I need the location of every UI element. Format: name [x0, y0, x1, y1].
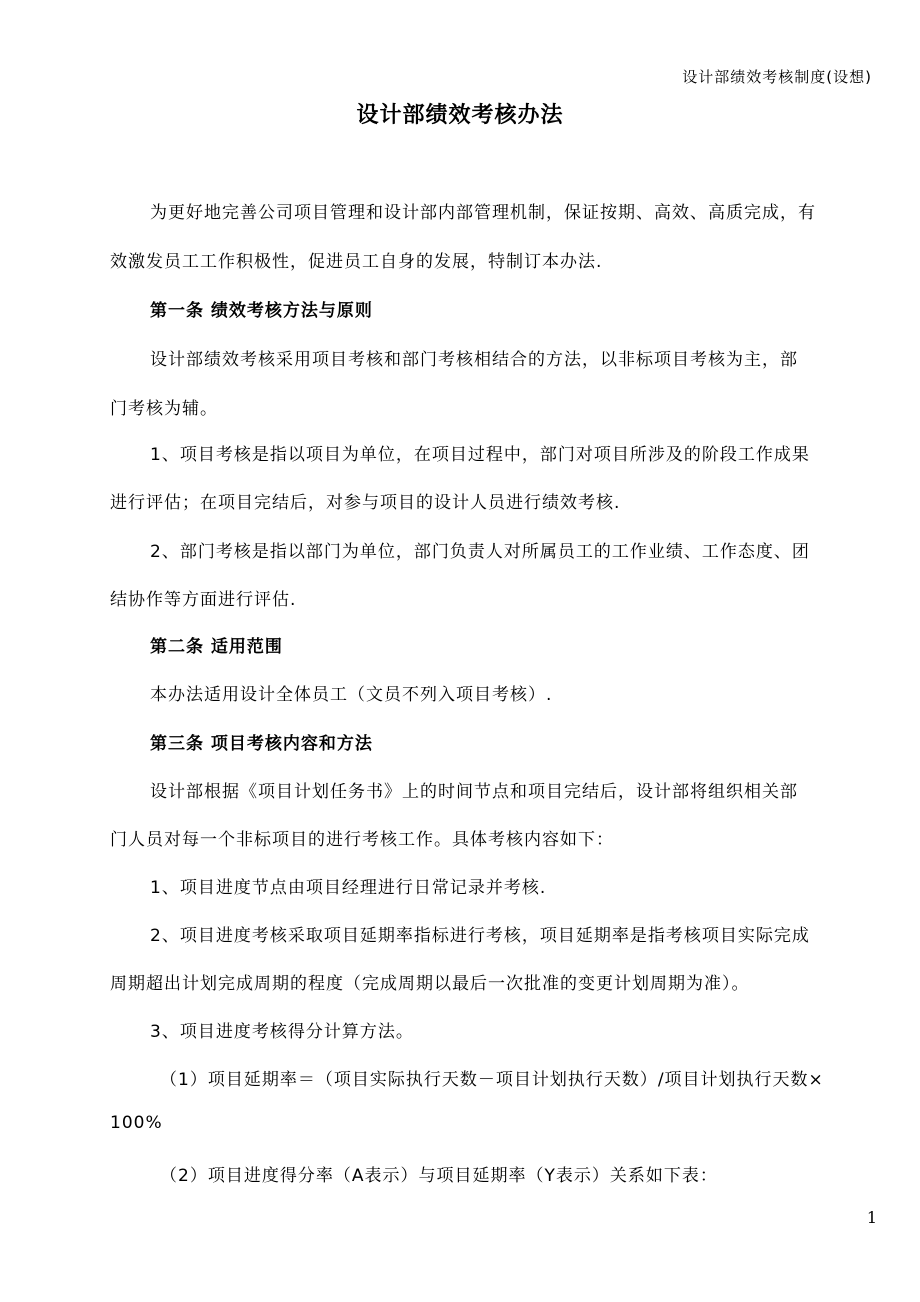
running-header: 设计部绩效考核制度(设想): [682, 68, 872, 86]
article-2-heading: 第二条 适用范围: [150, 637, 283, 657]
article-2-paragraph: 本办法适用设计全体员工（文员不列入项目考核）.: [150, 685, 553, 705]
formula-line-1: （1）项目延期率＝（项目实际执行天数－项目计划执行天数）/项目计划执行天数×: [160, 1070, 824, 1090]
article-1-item-1-line-1: 1、项目考核是指以项目为单位，在项目过程中，部门对项目所涉及的阶段工作成果: [150, 445, 810, 465]
article-1-item-2-line-2: 结协作等方面进行评估.: [110, 590, 297, 610]
article-3-item-1: 1、项目进度节点由项目经理进行日常记录并考核.: [150, 878, 547, 898]
article-3-item-2-line-2: 周期超出计划完成周期的程度（完成周期以最后一次批准的变更计划周期为准）。: [110, 974, 750, 994]
intro-line-2: 效激发员工工作积极性，促进员工自身的发展，特制订本办法.: [110, 252, 603, 272]
page-number: 1: [866, 1208, 877, 1227]
article-3-paragraph-line-2: 门人员对每一个非标项目的进行考核工作。具体考核内容如下：: [110, 830, 614, 850]
formula-line-2: 100%: [110, 1113, 163, 1133]
article-1-paragraph-line-1: 设计部绩效考核采用项目考核和部门考核相结合的方法，以非标项目考核为主，部: [150, 350, 798, 370]
article-3-paragraph-line-1: 设计部根据《项目计划任务书》上的时间节点和项目完结后，设计部将组织相关部: [150, 782, 798, 802]
article-1-paragraph-line-2: 门考核为辅。: [110, 399, 218, 419]
article-3-item-3: 3、项目进度考核得分计算方法。: [150, 1022, 414, 1042]
document-title: 设计部绩效考核办法: [356, 103, 564, 128]
formula-2: （2）项目进度得分率（A表示）与项目延期率（Y表示）关系如下表：: [160, 1166, 718, 1186]
intro-line-1: 为更好地完善公司项目管理和设计部内部管理机制，保证按期、高效、高质完成，有: [150, 203, 816, 223]
article-3-heading: 第三条 项目考核内容和方法: [150, 734, 373, 754]
article-3-item-2-line-1: 2、项目进度考核采取项目延期率指标进行考核，项目延期率是指考核项目实际完成: [150, 926, 810, 946]
article-1-item-2-line-1: 2、部门考核是指以部门为单位，部门负责人对所属员工的工作业绩、工作态度、团: [150, 542, 810, 562]
article-1-heading: 第一条 绩效考核方法与原则: [150, 301, 373, 321]
article-1-item-1-line-2: 进行评估；在项目完结后，对参与项目的设计人员进行绩效考核.: [110, 493, 621, 513]
